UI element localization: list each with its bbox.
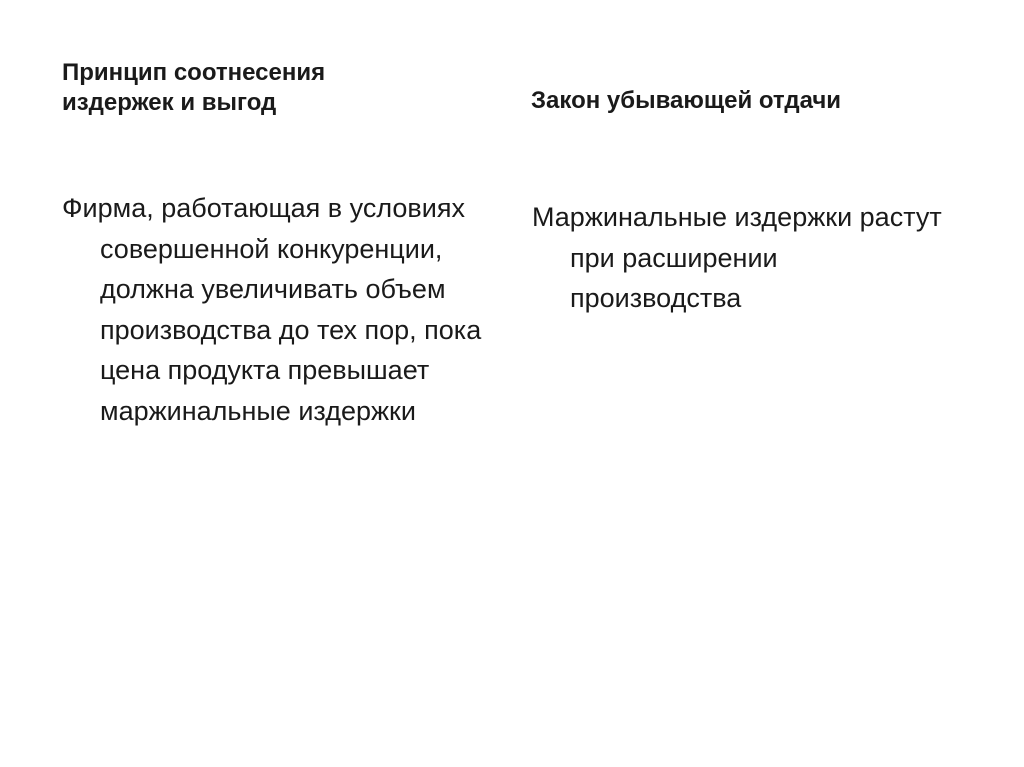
right-column-body: Маржинальные издержки растут при расширении производства bbox=[532, 202, 942, 313]
left-column-body: Фирма, работающая в условиях совершенной конкуренции, должна увеличивать объем производства до тех пор, пока цена продукта превышает маржинальные издержки bbox=[62, 193, 482, 426]
left-column-heading: Принцип соотнесения издержек и выгод bbox=[62, 59, 326, 116]
right-column-heading: Закон убывающей отдачи bbox=[531, 87, 842, 114]
